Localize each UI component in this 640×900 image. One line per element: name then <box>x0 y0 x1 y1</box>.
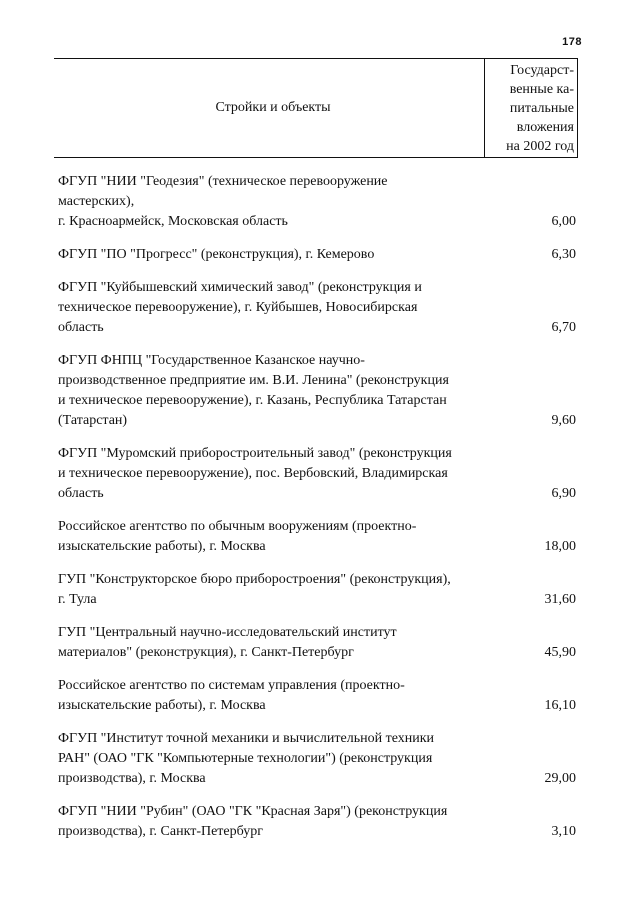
table-row <box>58 729 578 789</box>
row-value: 9,60 <box>551 413 576 428</box>
table-row <box>58 245 578 265</box>
table-row <box>58 570 578 610</box>
row-value: 6,90 <box>551 486 576 501</box>
table-body <box>58 172 578 855</box>
row-description: ГУП "Центральный научно-исследовательский институт материалов" (реконструкция), г. Санкт-Петербург <box>58 625 397 660</box>
row-value: 6,30 <box>551 247 576 262</box>
row-description: Российское агентство по обычным вооружениям (проектно- изыскательские работы), г. Москва <box>58 519 417 554</box>
row-value: 18,00 <box>544 539 576 554</box>
row-value: 3,10 <box>551 824 576 839</box>
row-description: ФГУП ФНПЦ "Государственное Казанское научно- производственное предприятие им. В.И. Ленина" (реконструкция и техническое перевооружение), г. Казань, Республика Татарстан (Татарстан) <box>58 353 449 428</box>
table-row <box>58 172 578 232</box>
row-description: ФГУП "Куйбышевский химический завод" (реконструкция и техническое перевооружение), г. Куйбышев, Новосибирская область <box>58 280 422 335</box>
table-row <box>58 278 578 338</box>
row-description: ФГУП "НИИ "Геодезия" (техническое перевооружение мастерских), г. Красноармейск, Московская область <box>58 174 388 229</box>
column-header-investments: Государст- венные ка- питальные вложения на 2002 год <box>484 59 578 157</box>
table-row <box>58 623 578 663</box>
row-value: 31,60 <box>544 592 576 607</box>
row-description: ГУП "Конструкторское бюро приборостроения" (реконструкция), г. Тула <box>58 572 451 607</box>
table-row <box>58 517 578 557</box>
table-row <box>58 802 578 842</box>
table-header <box>54 58 578 158</box>
row-description: ФГУП "Муромский приборостроительный завод" (реконструкция и техническое перевооружение), пос. Вербовский, Владимирская область <box>58 446 452 501</box>
table-row <box>58 676 578 716</box>
row-value: 16,10 <box>544 698 576 713</box>
table-row <box>58 444 578 504</box>
row-description: ФГУП "ПО "Прогресс" (реконструкция), г. Кемерово <box>58 247 375 262</box>
row-description: ФГУП "НИИ "Рубин" (ОАО "ГК "Красная Заря") (реконструкция производства), г. Санкт-Петербург <box>58 804 448 839</box>
row-value: 45,90 <box>544 645 576 660</box>
column-header-objects: Стройки и объекты <box>215 100 331 115</box>
row-description: Российское агентство по системам управления (проектно- изыскательские работы), г. Москва <box>58 678 405 713</box>
row-value: 29,00 <box>544 771 576 786</box>
table-row <box>58 351 578 431</box>
page-number: 178 <box>562 36 582 48</box>
row-value: 6,00 <box>551 214 576 229</box>
row-description: ФГУП "Институт точной механики и вычислительной техники РАН" (ОАО "ГК "Компьютерные технологии") (реконструкция производства), г. Москва <box>58 731 435 786</box>
row-value: 6,70 <box>551 320 576 335</box>
